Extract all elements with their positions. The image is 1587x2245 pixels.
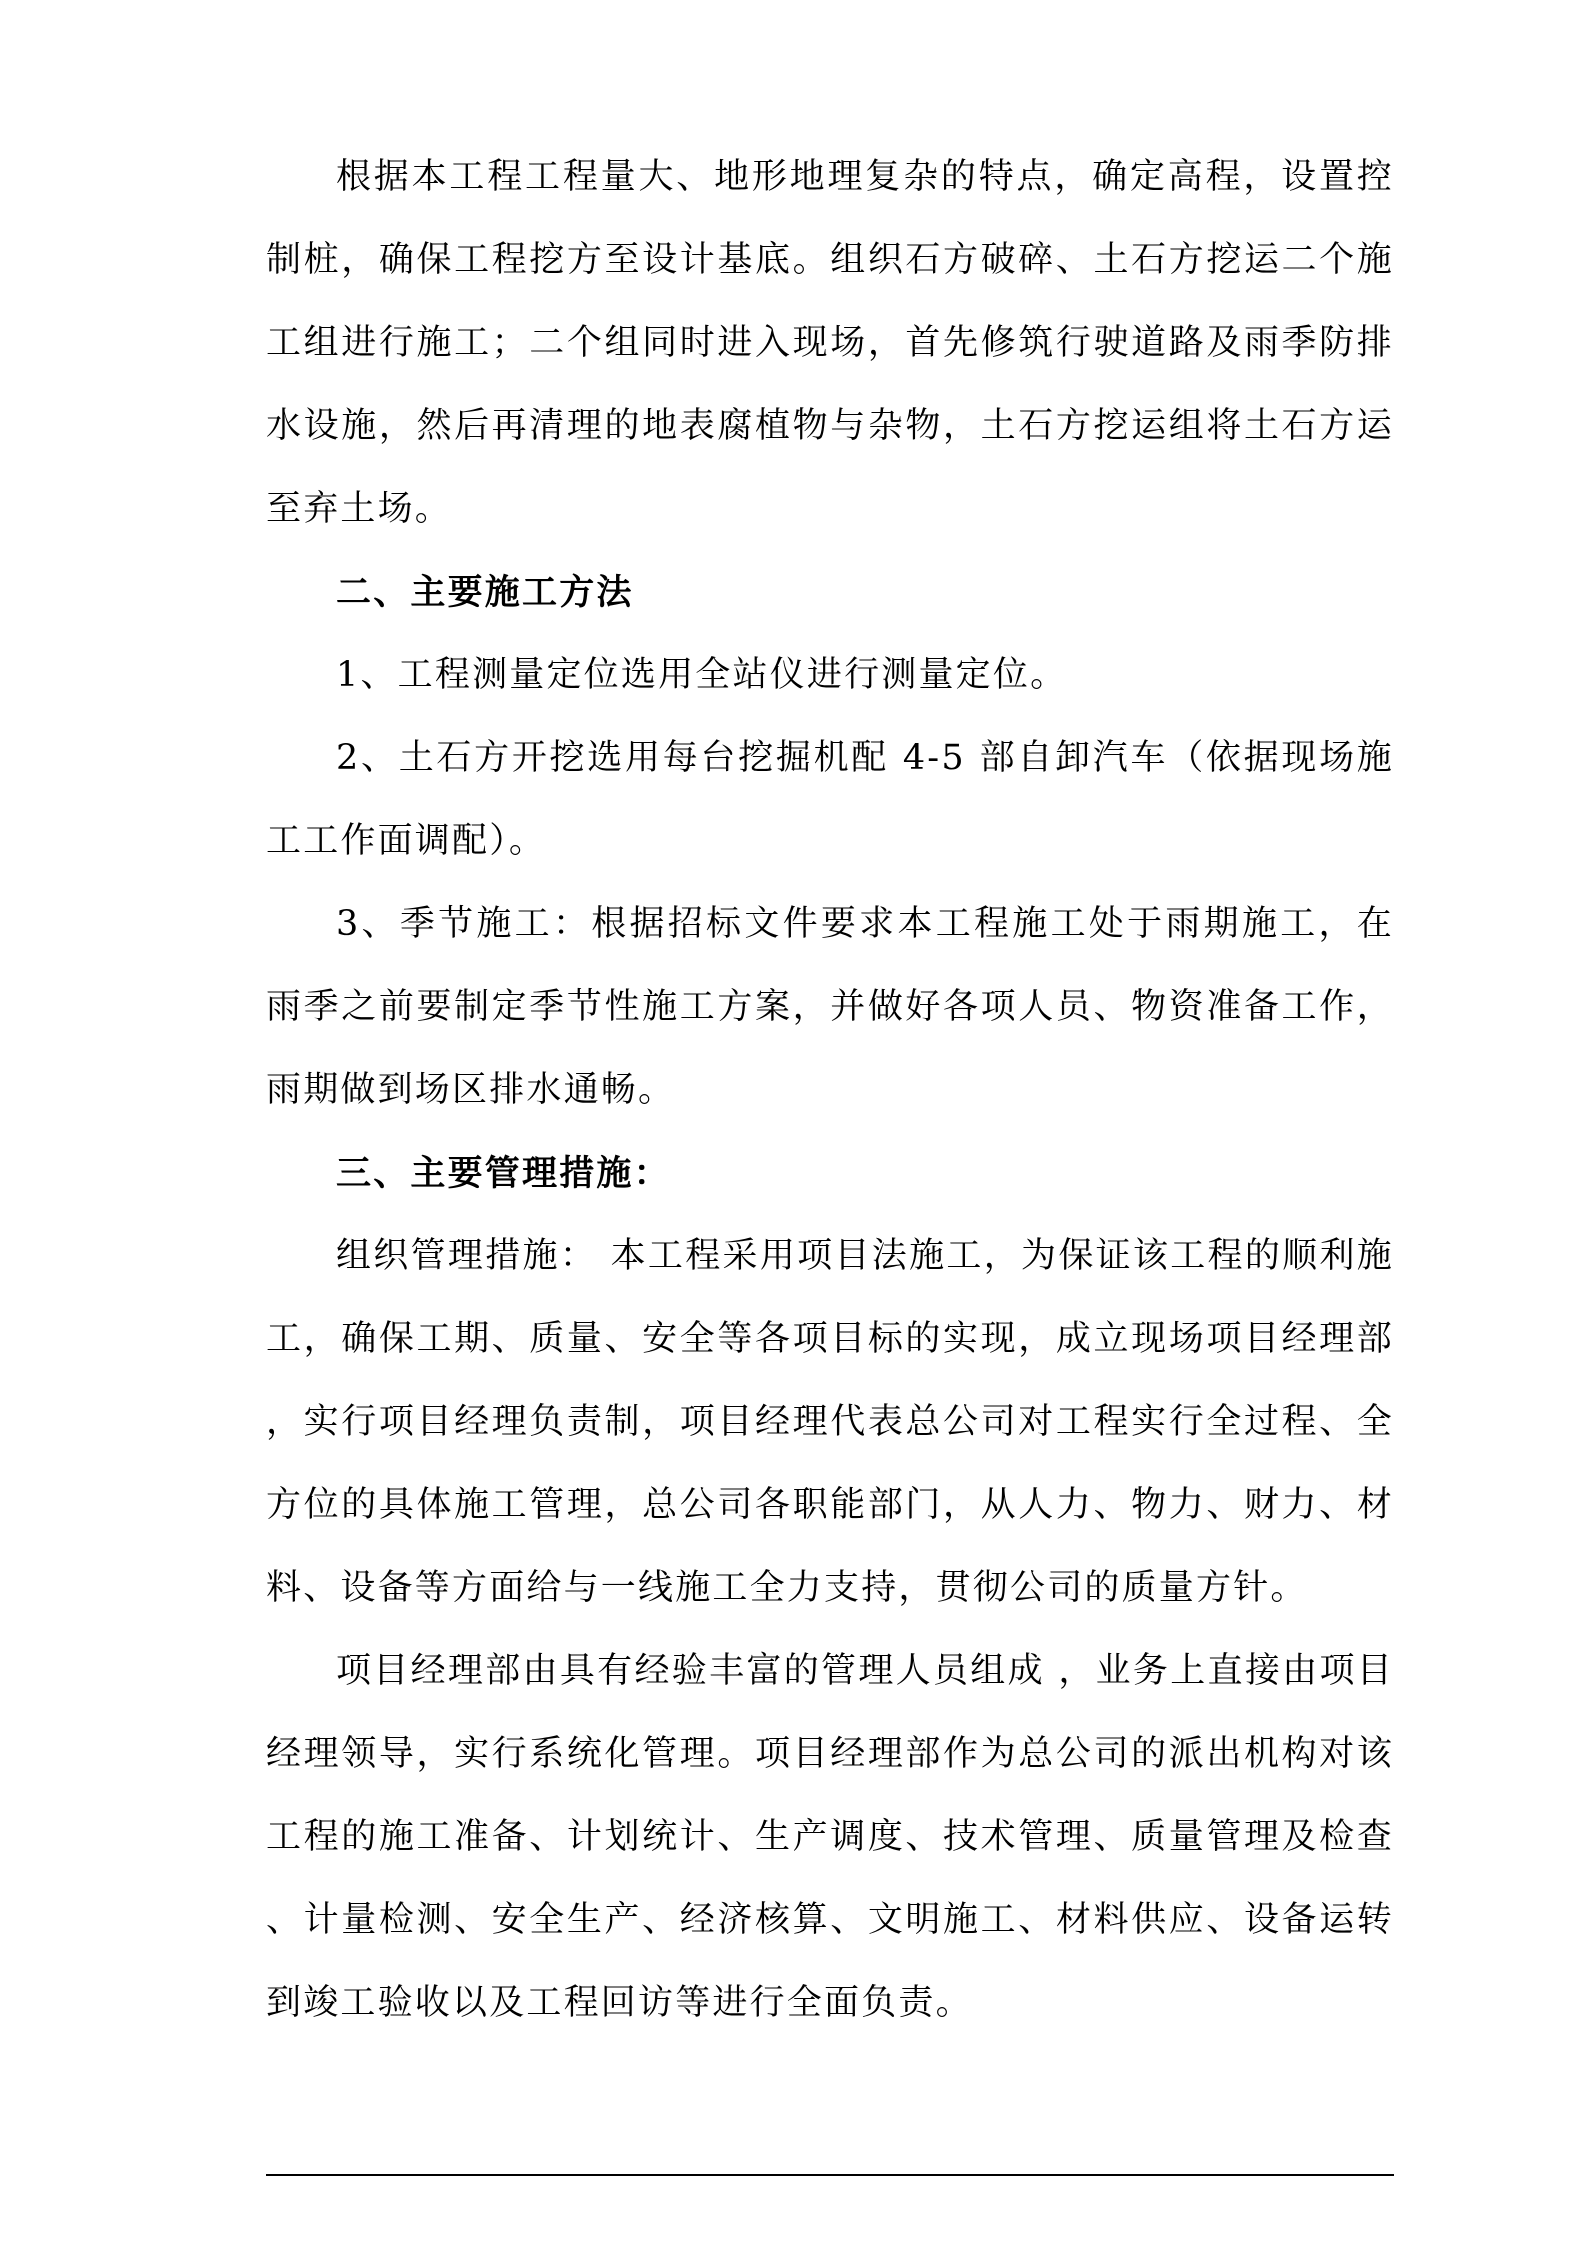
paragraph-seasonal-construction: 3、季节施工：根据招标文件要求本工程施工处于雨期施工，在雨季之前要制定季节性施工方案，并做好各项人员、物资准备工作，雨期做到场区排水通畅。 bbox=[266, 904, 1394, 1110]
paragraph-organization-management: 组织管理措施： 本工程采用项目法施工，为保证该工程的顺利施工，确保工期、质量、安全等各项目标的实现，成立现场项目经理部，实行项目经理负责制，项目经理代表总公司对工程实行全过程、全方位的具体施工管理，总公司各职能部门，从人力、物力、财力、材料、设备等方面给与一线施工全力支持，贯彻公司的质量方针。 bbox=[266, 1236, 1394, 1608]
paragraph-survey-positioning: 1、工程测量定位选用全站仪进行测量定位。 bbox=[336, 655, 1068, 695]
paragraph-excavation-equipment: 2、土石方开挖选用每台挖掘机配 4-5 部自卸汽车（依据现场施工工作面调配）。 bbox=[266, 738, 1394, 861]
paragraph-project-department: 项目经理部由具有经验丰富的管理人员组成 ，业务上直接由项目经理领导，实行系统化管理。项目经理部作为总公司的派出机构对该工程的施工准备、计划统计、生产调度、技术管理、质量管理及检查、计量检测、安全生产、经济核算、文明施工、材料供应、设备运转到竣工验收以及工程回访等进行全面负责。 bbox=[266, 1651, 1394, 2023]
heading-main-management-measures: 三、主要管理措施： bbox=[336, 1153, 671, 1194]
heading-main-construction-methods: 二、主要施工方法 bbox=[336, 572, 634, 613]
footer-divider bbox=[266, 2174, 1394, 2176]
document-body bbox=[266, 136, 1394, 2045]
paragraph-earthwork-overview: 根据本工程工程量大、地形地理复杂的特点，确定高程，设置控制桩，确保工程挖方至设计基底。组织石方破碎、土石方挖运二个施工组进行施工；二个组同时进入现场，首先修筑行驶道路及雨季防排水设施，然后再清理的地表腐植物与杂物，土石方挖运组将土石方运至弃土场。 bbox=[266, 157, 1394, 529]
